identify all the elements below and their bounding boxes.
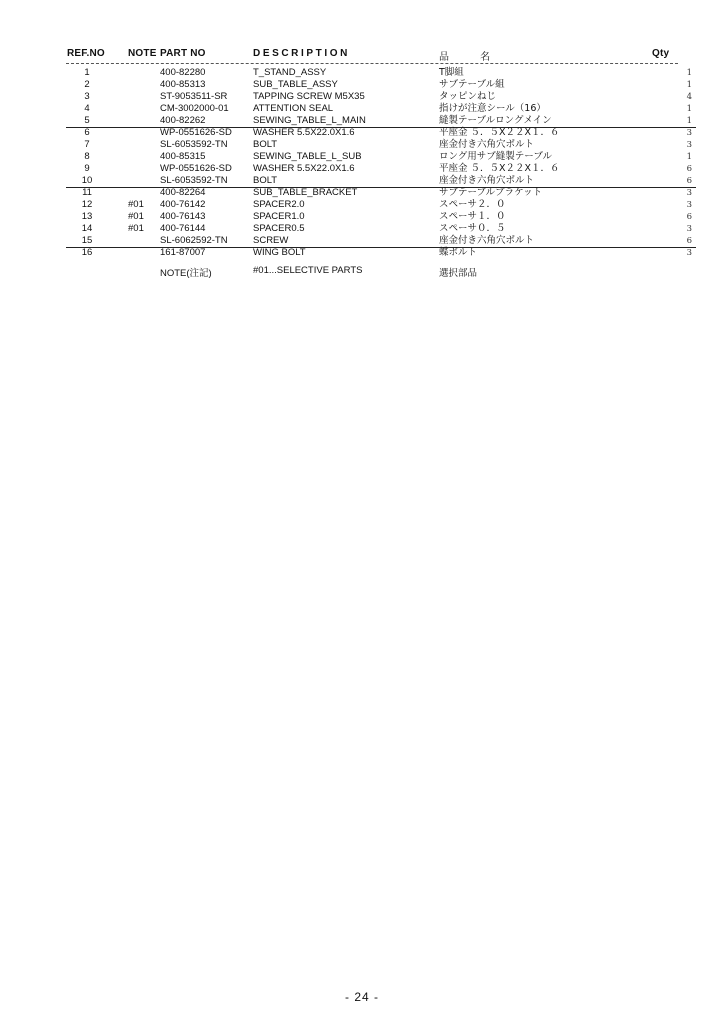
note-cell: #01 [128,211,144,222]
description-cell: SEWING_TABLE_L_SUB [253,151,362,162]
qty-cell: 1 [686,116,692,126]
footnote-label: NOTE(注記) [160,268,212,279]
ref-no-cell: 7 [84,139,90,150]
part-no-cell: 400-76142 [160,199,206,210]
ref-no-cell: 13 [81,211,93,222]
header-qty: Qty [652,48,670,59]
ref-no-cell: 10 [81,175,93,186]
header-jp-name: 品 名 [439,52,505,63]
part-no-cell: ST-9053511-SR [160,91,228,102]
table-row [0,103,724,115]
description-cell: SPACER1.0 [253,211,305,222]
description-cell: SUB_TABLE_BRACKET [253,187,358,198]
qty-cell: 1 [686,152,692,162]
description-cell: SPACER0.5 [253,223,305,234]
part-no-cell: CM-3002000-01 [160,103,229,114]
part-no-cell: 400-76144 [160,223,206,234]
part-no-cell: 400-85315 [160,151,206,162]
table-row [0,187,724,199]
jp-name-cell: スペーサ１．０ [439,211,506,222]
part-no-cell: WP-0551626-SD [160,127,232,138]
qty-cell: 3 [686,128,692,138]
jp-name-cell: 座金付き六角穴ボルト [439,175,535,186]
description-cell: SUB_TABLE_ASSY [253,79,338,90]
description-cell: WING BOLT [253,247,306,258]
footnote-text: #01...SELECTIVE PARTS [253,265,363,276]
description-cell: SCREW [253,235,289,246]
qty-cell: 3 [686,200,692,210]
part-no-cell: SL-6062592-TN [160,235,228,246]
jp-name-cell: 平座金 ５．５X２２X１．６ [439,127,560,138]
table-row [0,67,724,79]
part-no-cell: SL-6053592-TN [160,175,228,186]
qty-cell: 6 [686,164,692,174]
ref-no-cell: 3 [84,91,90,102]
header-part-no: PART NO [160,48,206,59]
qty-cell: 3 [686,248,692,258]
table-row [0,127,724,139]
note-cell: #01 [128,223,144,234]
description-cell: SPACER2.0 [253,199,305,210]
jp-name-cell: 平座金 ５．５X２２X１．６ [439,163,560,174]
jp-name-cell: サブテーブル組 [439,79,505,90]
table-row [0,199,724,211]
qty-cell: 6 [686,212,692,222]
part-no-cell: 161-87007 [160,247,206,258]
description-cell: BOLT [253,175,278,186]
part-no-cell: 400-76143 [160,211,206,222]
jp-name-cell: スペーサ０．５ [439,223,506,234]
table-row [0,91,724,103]
table-row [0,211,724,223]
part-no-cell: WP-0551626-SD [160,163,232,174]
ref-no-cell: 16 [81,247,93,258]
table-row [0,139,724,151]
jp-name-cell: ロング用サブ縫製テーブル [439,151,552,162]
jp-name-cell: T脚組 [439,67,464,78]
table-row [0,175,724,187]
header-note: NOTE [128,48,157,59]
table-row [0,247,724,259]
table-row [0,79,724,91]
description-cell: SEWING_TABLE_L_MAIN [253,115,366,126]
jp-name-cell: スペーサ２．０ [439,199,506,210]
qty-cell: 1 [686,80,692,90]
description-cell: WASHER 5.5X22.0X1.6 [253,127,355,138]
jp-name-cell: 座金付き六角穴ボルト [439,139,535,150]
jp-name-cell: タッピンねじ [439,91,497,102]
part-no-cell: 400-85313 [160,79,206,90]
ref-no-cell: 2 [84,79,90,90]
ref-no-cell: 4 [84,103,90,114]
ref-no-cell: 15 [81,235,93,246]
qty-cell: 1 [686,68,692,78]
qty-cell: 3 [686,188,692,198]
description-cell: T_STAND_ASSY [253,67,327,78]
ref-no-cell: 5 [84,115,90,126]
ref-no-cell: 14 [81,223,93,234]
qty-cell: 6 [686,176,692,186]
ref-no-cell: 8 [84,151,90,162]
footnote-jp: 選択部品 [439,268,478,279]
part-no-cell: 400-82280 [160,67,206,78]
description-cell: TAPPING SCREW M5X35 [253,91,365,102]
note-cell: #01 [128,199,144,210]
table-row [0,235,724,247]
ref-no-cell: 11 [82,187,92,198]
jp-name-cell: 指けが注意シール（16） [439,103,546,114]
header-divider [66,63,678,64]
qty-cell: 3 [686,224,692,234]
ref-no-cell: 9 [84,163,90,174]
page-number: - 24 - [344,990,379,1004]
jp-name-cell: サブテーブルブラケット [439,187,543,198]
part-no-cell: 400-82262 [160,115,206,126]
qty-cell: 1 [686,104,692,114]
qty-cell: 4 [686,92,692,102]
part-no-cell: SL-6053592-TN [160,139,228,150]
header-ref-no: REF.NO [67,48,105,59]
table-row [0,115,724,127]
ref-no-cell: 6 [84,127,90,138]
part-no-cell: 400-82264 [160,187,206,198]
qty-cell: 3 [686,140,692,150]
header-description: DESCRIPTION [253,48,350,59]
description-cell: BOLT [253,139,278,150]
ref-no-cell: 12 [81,199,93,210]
description-cell: WASHER 5.5X22.0X1.6 [253,163,355,174]
jp-name-cell: 座金付き六角穴ボルト [439,235,535,246]
description-cell: ATTENTION SEAL [253,103,334,114]
table-row [0,151,724,163]
table-row [0,163,724,175]
ref-no-cell: 1 [84,67,90,78]
table-row [0,223,724,235]
parts-table [0,67,724,259]
jp-name-cell: 蝶ボルト [439,247,478,258]
jp-name-cell: 縫製テーブルロングメイン [439,115,552,126]
qty-cell: 6 [686,236,692,246]
